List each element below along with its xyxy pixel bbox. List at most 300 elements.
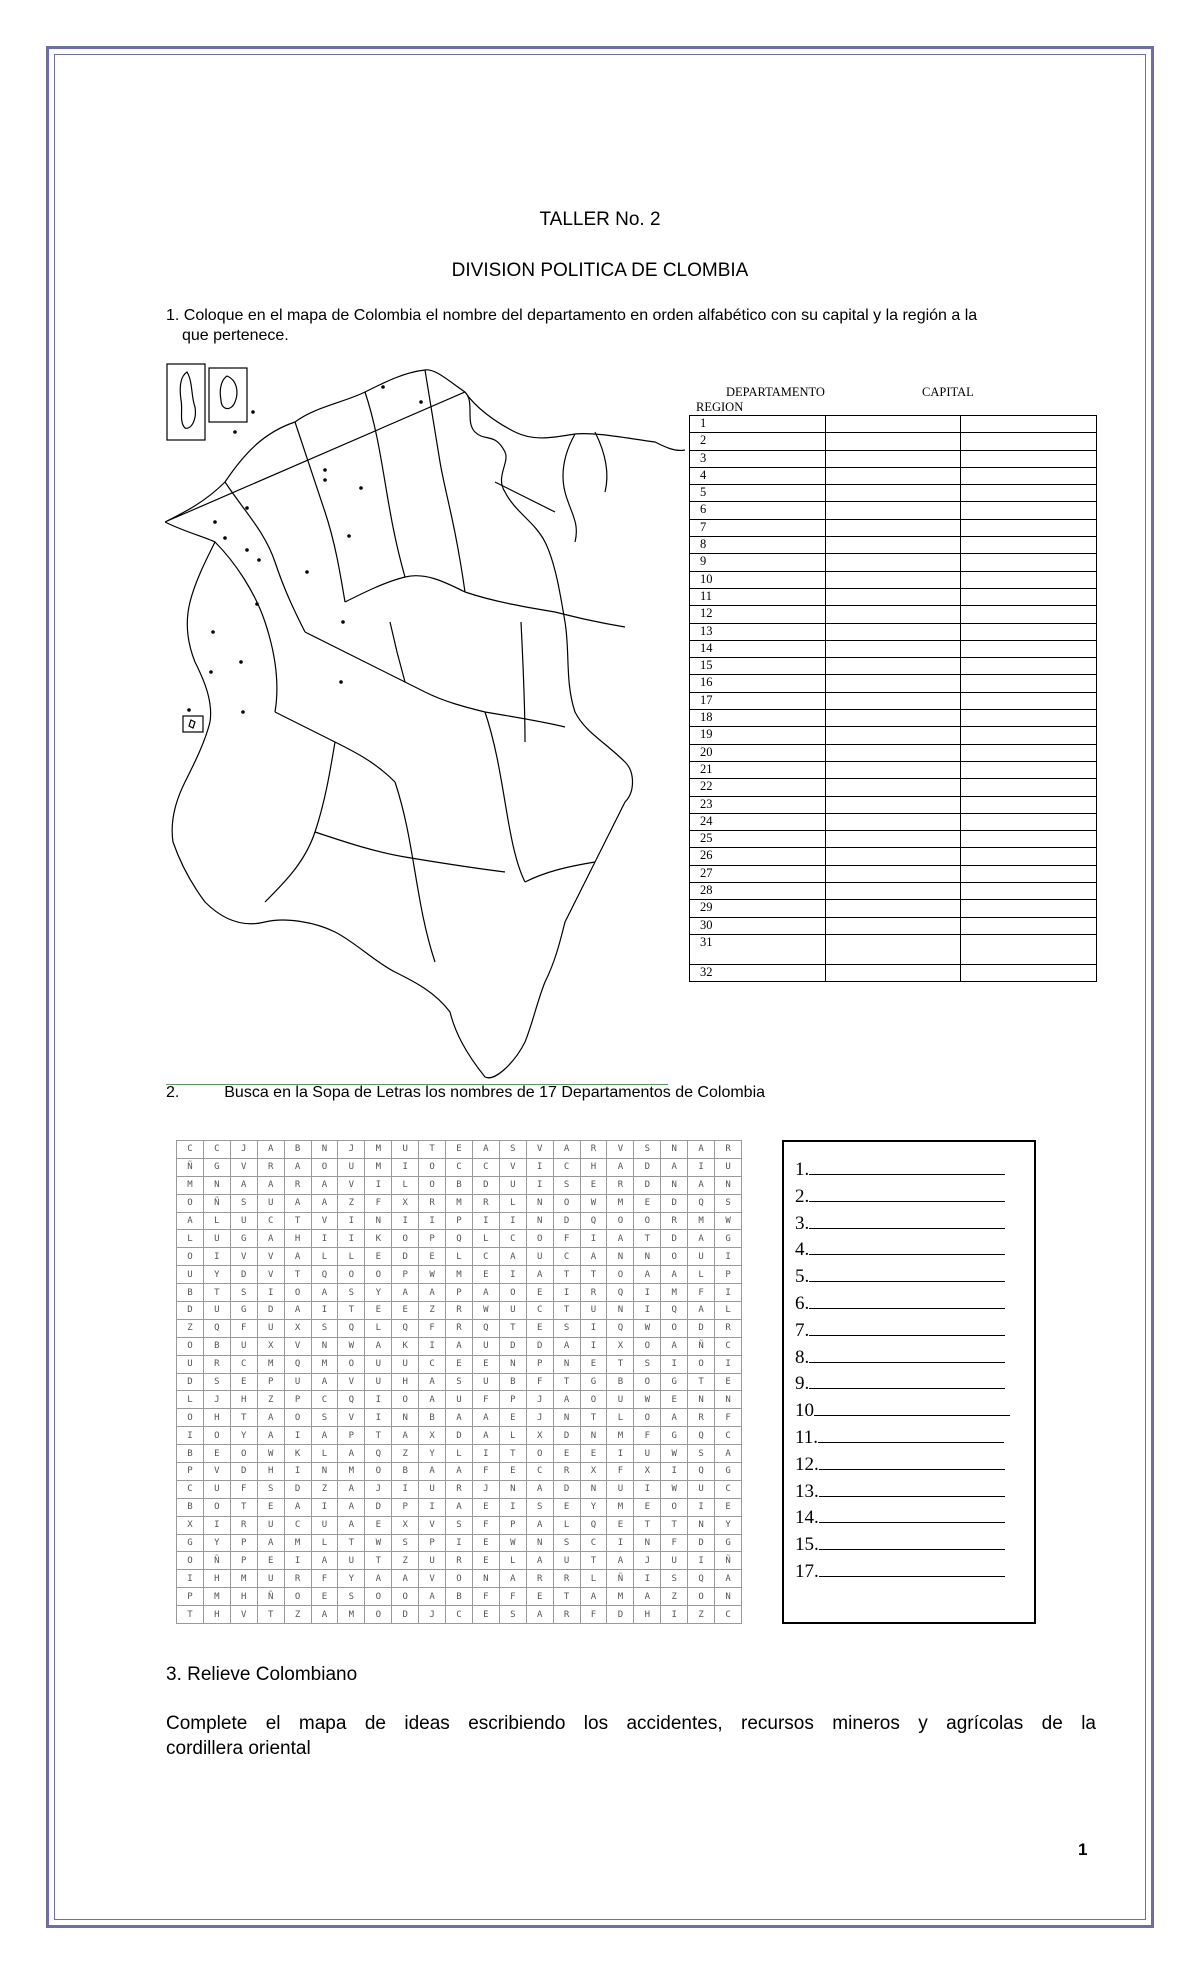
word-search-cell[interactable]: R [285, 1570, 312, 1588]
word-search-cell[interactable]: N [688, 1517, 715, 1535]
word-search-cell[interactable]: I [634, 1284, 661, 1302]
word-search-cell[interactable]: U [312, 1517, 339, 1535]
table-cell-region[interactable] [961, 813, 1097, 830]
word-search-cell[interactable]: S [338, 1588, 365, 1606]
word-search-cell[interactable]: N [634, 1535, 661, 1553]
word-search-cell[interactable]: A [312, 1374, 339, 1392]
word-search-cell[interactable]: F [312, 1570, 339, 1588]
table-cell-capital[interactable] [826, 416, 961, 433]
word-search-cell[interactable]: D [177, 1374, 204, 1392]
word-search-cell[interactable]: N [554, 1356, 581, 1374]
word-search-cell[interactable]: O [285, 1284, 312, 1302]
word-search-cell[interactable]: A [231, 1177, 258, 1195]
word-search-cell[interactable]: E [581, 1177, 608, 1195]
word-search-cell[interactable]: T [231, 1499, 258, 1517]
table-cell-region[interactable] [961, 831, 1097, 848]
word-search-cell[interactable]: R [554, 1606, 581, 1624]
word-search-cell[interactable]: S [446, 1374, 473, 1392]
word-search-cell[interactable]: B [419, 1409, 446, 1427]
word-search-cell[interactable]: J [527, 1391, 554, 1409]
word-search-cell[interactable]: E [473, 1535, 500, 1553]
word-search-cell[interactable]: E [365, 1302, 392, 1320]
word-search-cell[interactable]: O [661, 1320, 688, 1338]
word-search-cell[interactable]: J [338, 1141, 365, 1159]
word-search-cell[interactable]: A [446, 1409, 473, 1427]
word-search-cell[interactable]: P [500, 1391, 527, 1409]
answer-blank[interactable] [819, 1478, 1005, 1497]
word-search-cell[interactable]: E [500, 1409, 527, 1427]
word-search-cell[interactable]: N [392, 1409, 419, 1427]
word-search-cell[interactable]: W [473, 1302, 500, 1320]
word-search-cell[interactable]: Y [715, 1517, 742, 1535]
word-search-cell[interactable]: O [419, 1159, 446, 1177]
word-search-cell[interactable]: D [392, 1606, 419, 1624]
word-search-cell[interactable]: I [365, 1177, 392, 1195]
word-search-cell[interactable]: E [473, 1266, 500, 1284]
word-search-cell[interactable]: S [338, 1284, 365, 1302]
word-search-cell[interactable]: E [715, 1499, 742, 1517]
word-search-cell[interactable]: U [554, 1552, 581, 1570]
word-search-cell[interactable]: R [446, 1481, 473, 1499]
word-search-cell[interactable]: A [661, 1338, 688, 1356]
word-search-cell[interactable]: C [473, 1248, 500, 1266]
word-search-cell[interactable]: I [581, 1320, 608, 1338]
word-search-cell[interactable]: U [177, 1266, 204, 1284]
word-search-cell[interactable]: H [634, 1606, 661, 1624]
word-search-cell[interactable]: I [312, 1302, 339, 1320]
word-search-cell[interactable]: P [446, 1284, 473, 1302]
word-search-cell[interactable]: V [285, 1338, 312, 1356]
word-search-cell[interactable]: W [500, 1535, 527, 1553]
table-cell-region[interactable] [961, 416, 1097, 433]
word-search-cell[interactable]: E [715, 1374, 742, 1392]
word-search-cell[interactable]: T [661, 1517, 688, 1535]
word-search-cell[interactable]: A [312, 1195, 339, 1213]
table-cell-region[interactable] [961, 658, 1097, 675]
word-search-cell[interactable]: O [688, 1356, 715, 1374]
table-cell-region[interactable] [961, 467, 1097, 484]
word-search-cell[interactable]: N [473, 1570, 500, 1588]
word-search-cell[interactable]: O [338, 1266, 365, 1284]
word-search-cell[interactable]: O [285, 1588, 312, 1606]
word-search-cell[interactable]: A [258, 1409, 285, 1427]
word-search-cell[interactable]: D [392, 1248, 419, 1266]
table-cell-capital[interactable] [826, 865, 961, 882]
word-search-cell[interactable]: C [312, 1391, 339, 1409]
word-search-cell[interactable]: N [607, 1302, 634, 1320]
word-search-cell[interactable]: U [419, 1481, 446, 1499]
word-search-cell[interactable]: O [446, 1570, 473, 1588]
word-search-cell[interactable]: N [661, 1177, 688, 1195]
word-search-cell[interactable]: I [473, 1445, 500, 1463]
word-search-cell[interactable]: O [338, 1356, 365, 1374]
word-search-cell[interactable]: Z [285, 1606, 312, 1624]
word-search-cell[interactable]: J [204, 1391, 231, 1409]
word-search-cell[interactable]: I [634, 1302, 661, 1320]
word-search-cell[interactable]: E [500, 1463, 527, 1481]
word-search-cell[interactable]: C [715, 1338, 742, 1356]
word-search-cell[interactable]: S [554, 1320, 581, 1338]
word-search-cell[interactable]: T [258, 1606, 285, 1624]
word-search-cell[interactable]: E [419, 1248, 446, 1266]
word-search-cell[interactable]: O [607, 1266, 634, 1284]
word-search-cell[interactable]: N [715, 1177, 742, 1195]
word-search-cell[interactable]: I [392, 1481, 419, 1499]
word-search-cell[interactable]: V [231, 1606, 258, 1624]
word-search-cell[interactable]: E [527, 1588, 554, 1606]
word-search-cell[interactable]: H [204, 1606, 231, 1624]
word-search-cell[interactable]: A [312, 1284, 339, 1302]
word-search-cell[interactable]: E [607, 1517, 634, 1535]
word-search-cell[interactable]: I [285, 1552, 312, 1570]
table-cell-region[interactable] [961, 554, 1097, 571]
word-search-cell[interactable]: G [661, 1427, 688, 1445]
word-search-cell[interactable]: P [419, 1230, 446, 1248]
word-search-cell[interactable]: I [500, 1499, 527, 1517]
word-search-cell[interactable]: R [715, 1141, 742, 1159]
table-cell-region[interactable] [961, 796, 1097, 813]
word-search-cell[interactable]: M [312, 1356, 339, 1374]
word-search-cell[interactable]: L [581, 1570, 608, 1588]
word-search-cell[interactable]: I [634, 1481, 661, 1499]
table-cell-capital[interactable] [826, 796, 961, 813]
word-search-cell[interactable]: N [581, 1427, 608, 1445]
word-search-cell[interactable]: T [634, 1517, 661, 1535]
table-cell-region[interactable] [961, 675, 1097, 692]
word-search-cell[interactable]: U [285, 1374, 312, 1392]
word-search-cell[interactable]: T [500, 1445, 527, 1463]
word-search-cell[interactable]: I [688, 1552, 715, 1570]
table-cell-capital[interactable] [826, 692, 961, 709]
answer-line[interactable] [795, 1558, 1025, 1583]
word-search-cell[interactable]: L [688, 1266, 715, 1284]
table-cell-region[interactable] [961, 934, 1097, 964]
word-search-cell[interactable]: R [581, 1141, 608, 1159]
word-search-cell[interactable]: Q [285, 1356, 312, 1374]
answer-blank[interactable] [809, 1183, 1005, 1202]
word-search-cell[interactable]: O [500, 1284, 527, 1302]
word-search-cell[interactable]: S [634, 1141, 661, 1159]
word-search-cell[interactable]: N [204, 1177, 231, 1195]
word-search-cell[interactable]: A [392, 1427, 419, 1445]
word-search-cell[interactable]: R [258, 1159, 285, 1177]
word-search-cell[interactable]: N [365, 1213, 392, 1231]
word-search-cell[interactable]: Q [607, 1320, 634, 1338]
word-search-cell[interactable]: E [258, 1499, 285, 1517]
word-search-cell[interactable]: A [715, 1570, 742, 1588]
word-search-cell[interactable]: D [231, 1266, 258, 1284]
word-search-cell[interactable]: M [607, 1588, 634, 1606]
word-search-cell[interactable]: E [661, 1391, 688, 1409]
word-search-cell[interactable]: W [338, 1338, 365, 1356]
word-search-cell[interactable]: A [634, 1588, 661, 1606]
word-search-cell[interactable]: I [715, 1284, 742, 1302]
word-search-cell[interactable]: A [607, 1552, 634, 1570]
word-search-cell[interactable]: A [338, 1445, 365, 1463]
word-search-cell[interactable]: N [312, 1338, 339, 1356]
word-search-cell[interactable]: U [204, 1230, 231, 1248]
word-search-cell[interactable]: K [365, 1230, 392, 1248]
word-search-cell[interactable]: A [177, 1213, 204, 1231]
answer-line[interactable] [795, 1317, 1025, 1342]
word-search-cell[interactable]: M [338, 1606, 365, 1624]
word-search-cell[interactable]: O [177, 1195, 204, 1213]
word-search-cell[interactable]: U [338, 1159, 365, 1177]
word-search-cell[interactable]: V [607, 1141, 634, 1159]
answer-blank[interactable] [819, 1451, 1005, 1470]
word-search-cell[interactable]: C [419, 1356, 446, 1374]
word-search-cell[interactable]: P [715, 1266, 742, 1284]
answer-line[interactable] [795, 1344, 1025, 1369]
word-search-cell[interactable]: A [258, 1141, 285, 1159]
word-search-cell[interactable]: V [258, 1266, 285, 1284]
word-search-cell[interactable]: O [419, 1177, 446, 1195]
word-search-cell[interactable]: A [285, 1302, 312, 1320]
word-search-cell[interactable]: E [446, 1356, 473, 1374]
word-search-cell[interactable]: A [392, 1284, 419, 1302]
word-search-cell[interactable]: P [177, 1588, 204, 1606]
word-search-cell[interactable]: G [581, 1374, 608, 1392]
table-cell-region[interactable] [961, 779, 1097, 796]
word-search-cell[interactable]: M [177, 1177, 204, 1195]
answer-blank[interactable] [819, 1504, 1005, 1523]
answer-blank[interactable] [809, 1317, 1005, 1336]
word-search-cell[interactable]: F [715, 1409, 742, 1427]
word-search-cell[interactable]: H [204, 1570, 231, 1588]
word-search-cell[interactable]: N [527, 1195, 554, 1213]
word-search-cell[interactable]: Q [338, 1320, 365, 1338]
word-search-cell[interactable]: V [231, 1248, 258, 1266]
word-search-cell[interactable]: T [231, 1409, 258, 1427]
word-search-cell[interactable]: A [419, 1374, 446, 1392]
word-search-cell[interactable]: A [419, 1588, 446, 1606]
word-search-cell[interactable]: M [204, 1588, 231, 1606]
word-search-cell[interactable]: T [419, 1141, 446, 1159]
word-search-cell[interactable]: F [419, 1320, 446, 1338]
word-search-cell[interactable]: Q [688, 1195, 715, 1213]
word-search-cell[interactable]: L [392, 1177, 419, 1195]
answer-line[interactable] [795, 1290, 1025, 1315]
word-search-cell[interactable]: J [365, 1481, 392, 1499]
word-search-cell[interactable]: O [365, 1266, 392, 1284]
word-search-cell[interactable]: Ñ [204, 1552, 231, 1570]
word-search-cell[interactable]: A [661, 1266, 688, 1284]
table-cell-region[interactable] [961, 433, 1097, 450]
word-search-cell[interactable]: F [500, 1588, 527, 1606]
word-search-cell[interactable]: M [338, 1463, 365, 1481]
table-cell-capital[interactable] [826, 571, 961, 588]
word-search-cell[interactable]: E [554, 1499, 581, 1517]
word-search-cell[interactable]: D [661, 1195, 688, 1213]
word-search-cell[interactable]: Z [177, 1320, 204, 1338]
word-search-cell[interactable]: I [204, 1517, 231, 1535]
word-search-cell[interactable]: O [634, 1409, 661, 1427]
word-search-cell[interactable]: D [554, 1213, 581, 1231]
word-search-cell[interactable]: A [338, 1481, 365, 1499]
word-search-cell[interactable]: I [419, 1213, 446, 1231]
word-search-cell[interactable]: N [312, 1463, 339, 1481]
word-search-cell[interactable]: E [312, 1588, 339, 1606]
word-search-cell[interactable]: E [634, 1499, 661, 1517]
word-search-cell[interactable]: U [231, 1213, 258, 1231]
word-search-cell[interactable]: V [258, 1248, 285, 1266]
word-search-cell[interactable]: H [258, 1463, 285, 1481]
word-search-cell[interactable]: E [204, 1445, 231, 1463]
table-cell-capital[interactable] [826, 848, 961, 865]
word-search-cell[interactable]: N [527, 1535, 554, 1553]
word-search-cell[interactable]: I [312, 1230, 339, 1248]
word-search-cell[interactable]: G [177, 1535, 204, 1553]
word-search-cell[interactable]: I [581, 1230, 608, 1248]
answer-line[interactable] [795, 1156, 1025, 1181]
word-search-cell[interactable]: V [231, 1159, 258, 1177]
word-search-cell[interactable]: D [554, 1427, 581, 1445]
word-search-cell[interactable]: Ñ [688, 1338, 715, 1356]
word-search-cell[interactable]: S [554, 1535, 581, 1553]
word-search-cell[interactable]: U [500, 1177, 527, 1195]
word-search-cell[interactable]: M [231, 1570, 258, 1588]
word-search-cell[interactable]: I [527, 1177, 554, 1195]
word-search-cell[interactable]: O [365, 1463, 392, 1481]
word-search-cell[interactable]: Q [581, 1213, 608, 1231]
word-search-cell[interactable]: A [473, 1284, 500, 1302]
word-search-cell[interactable]: C [500, 1230, 527, 1248]
word-search-cell[interactable]: N [527, 1213, 554, 1231]
table-cell-capital[interactable] [826, 554, 961, 571]
word-search-cell[interactable]: A [500, 1570, 527, 1588]
table-cell-region[interactable] [961, 537, 1097, 554]
word-search-cell[interactable]: P [392, 1266, 419, 1284]
table-cell-capital[interactable] [826, 640, 961, 657]
word-search-cell[interactable]: T [204, 1284, 231, 1302]
table-cell-capital[interactable] [826, 934, 961, 964]
word-search-cell[interactable]: I [365, 1391, 392, 1409]
word-search-cell[interactable]: M [446, 1195, 473, 1213]
answer-blank[interactable] [814, 1397, 1010, 1416]
word-search-cell[interactable]: A [500, 1248, 527, 1266]
word-search-cell[interactable]: C [258, 1213, 285, 1231]
word-search-cell[interactable]: B [500, 1374, 527, 1392]
word-search-cell[interactable]: I [607, 1445, 634, 1463]
word-search-cell[interactable]: S [231, 1284, 258, 1302]
word-search-cell[interactable]: U [258, 1517, 285, 1535]
table-cell-region[interactable] [961, 917, 1097, 934]
word-search-cell[interactable]: N [581, 1481, 608, 1499]
answer-line[interactable] [795, 1451, 1025, 1476]
word-search-cell[interactable]: T [365, 1552, 392, 1570]
word-search-cell[interactable]: B [204, 1338, 231, 1356]
word-search-cell[interactable]: S [258, 1481, 285, 1499]
table-cell-capital[interactable] [826, 485, 961, 502]
word-search-cell[interactable]: I [392, 1159, 419, 1177]
word-search-cell[interactable]: E [527, 1284, 554, 1302]
word-search-cell[interactable]: E [392, 1302, 419, 1320]
word-search-cell[interactable]: F [473, 1463, 500, 1481]
word-search-cell[interactable]: Q [338, 1391, 365, 1409]
word-search-cell[interactable]: T [581, 1552, 608, 1570]
table-cell-capital[interactable] [826, 883, 961, 900]
word-search-cell[interactable]: O [177, 1338, 204, 1356]
word-search-cell[interactable]: X [177, 1517, 204, 1535]
word-search-cell[interactable]: Z [661, 1588, 688, 1606]
word-search-cell[interactable]: Z [688, 1606, 715, 1624]
word-search-cell[interactable]: W [661, 1481, 688, 1499]
word-search-cell[interactable]: S [392, 1535, 419, 1553]
word-search-cell[interactable]: Q [688, 1427, 715, 1445]
word-search-cell[interactable]: O [661, 1499, 688, 1517]
word-search-cell[interactable]: U [231, 1338, 258, 1356]
word-search-cell[interactable]: V [419, 1517, 446, 1535]
word-search-cell[interactable]: A [258, 1427, 285, 1445]
word-search-cell[interactable]: N [554, 1409, 581, 1427]
answer-blank[interactable] [819, 1531, 1005, 1550]
word-search-cell[interactable]: S [312, 1320, 339, 1338]
answer-blank[interactable] [809, 1263, 1005, 1282]
word-search-cell[interactable]: W [419, 1266, 446, 1284]
answer-blank[interactable] [809, 1290, 1005, 1309]
word-search-cell[interactable]: M [258, 1356, 285, 1374]
word-search-cell[interactable]: U [365, 1356, 392, 1374]
word-search-cell[interactable]: G [231, 1302, 258, 1320]
word-search-cell[interactable]: X [392, 1195, 419, 1213]
word-search-cell[interactable]: M [661, 1284, 688, 1302]
table-cell-capital[interactable] [826, 779, 961, 796]
answer-line[interactable] [795, 1183, 1025, 1208]
word-search-cell[interactable]: A [258, 1230, 285, 1248]
word-search-cell[interactable]: D [688, 1535, 715, 1553]
word-search-cell[interactable]: X [527, 1427, 554, 1445]
word-search-cell[interactable]: S [446, 1517, 473, 1535]
word-search-cell[interactable]: E [446, 1141, 473, 1159]
word-search-cell[interactable]: F [473, 1391, 500, 1409]
word-search-cell[interactable]: D [473, 1177, 500, 1195]
word-search-cell[interactable]: T [581, 1266, 608, 1284]
table-cell-region[interactable] [961, 900, 1097, 917]
word-search-cell[interactable]: A [365, 1570, 392, 1588]
word-search-cell[interactable]: I [177, 1427, 204, 1445]
word-search-cell[interactable]: U [634, 1445, 661, 1463]
word-search-cell[interactable]: I [204, 1248, 231, 1266]
table-cell-region[interactable] [961, 692, 1097, 709]
word-search-cell[interactable]: A [285, 1195, 312, 1213]
word-search-cell[interactable]: L [312, 1248, 339, 1266]
word-search-cell[interactable]: P [258, 1374, 285, 1392]
word-search-cell[interactable]: S [688, 1445, 715, 1463]
word-search-cell[interactable]: O [392, 1391, 419, 1409]
word-search-cell[interactable]: G [661, 1374, 688, 1392]
word-search-cell[interactable]: R [688, 1409, 715, 1427]
answer-blank[interactable] [819, 1558, 1005, 1577]
word-search-cell[interactable]: R [419, 1195, 446, 1213]
word-search-cell[interactable]: D [500, 1338, 527, 1356]
word-search-cell[interactable]: Q [688, 1463, 715, 1481]
word-search-cell[interactable]: L [177, 1230, 204, 1248]
word-search-cell[interactable]: C [581, 1535, 608, 1553]
word-search-cell[interactable]: A [446, 1499, 473, 1517]
word-search-cell[interactable]: A [446, 1338, 473, 1356]
word-search-cell[interactable]: L [500, 1427, 527, 1445]
word-search-cell[interactable]: C [177, 1141, 204, 1159]
word-search-cell[interactable]: S [500, 1141, 527, 1159]
word-search-cell[interactable]: U [338, 1552, 365, 1570]
table-cell-region[interactable] [961, 727, 1097, 744]
answer-line[interactable] [795, 1478, 1025, 1503]
word-search-cell[interactable]: A [338, 1517, 365, 1535]
word-search-cell[interactable]: O [688, 1588, 715, 1606]
word-search-cell[interactable]: C [473, 1159, 500, 1177]
word-search-cell[interactable]: L [500, 1552, 527, 1570]
word-search-cell[interactable]: R [581, 1284, 608, 1302]
